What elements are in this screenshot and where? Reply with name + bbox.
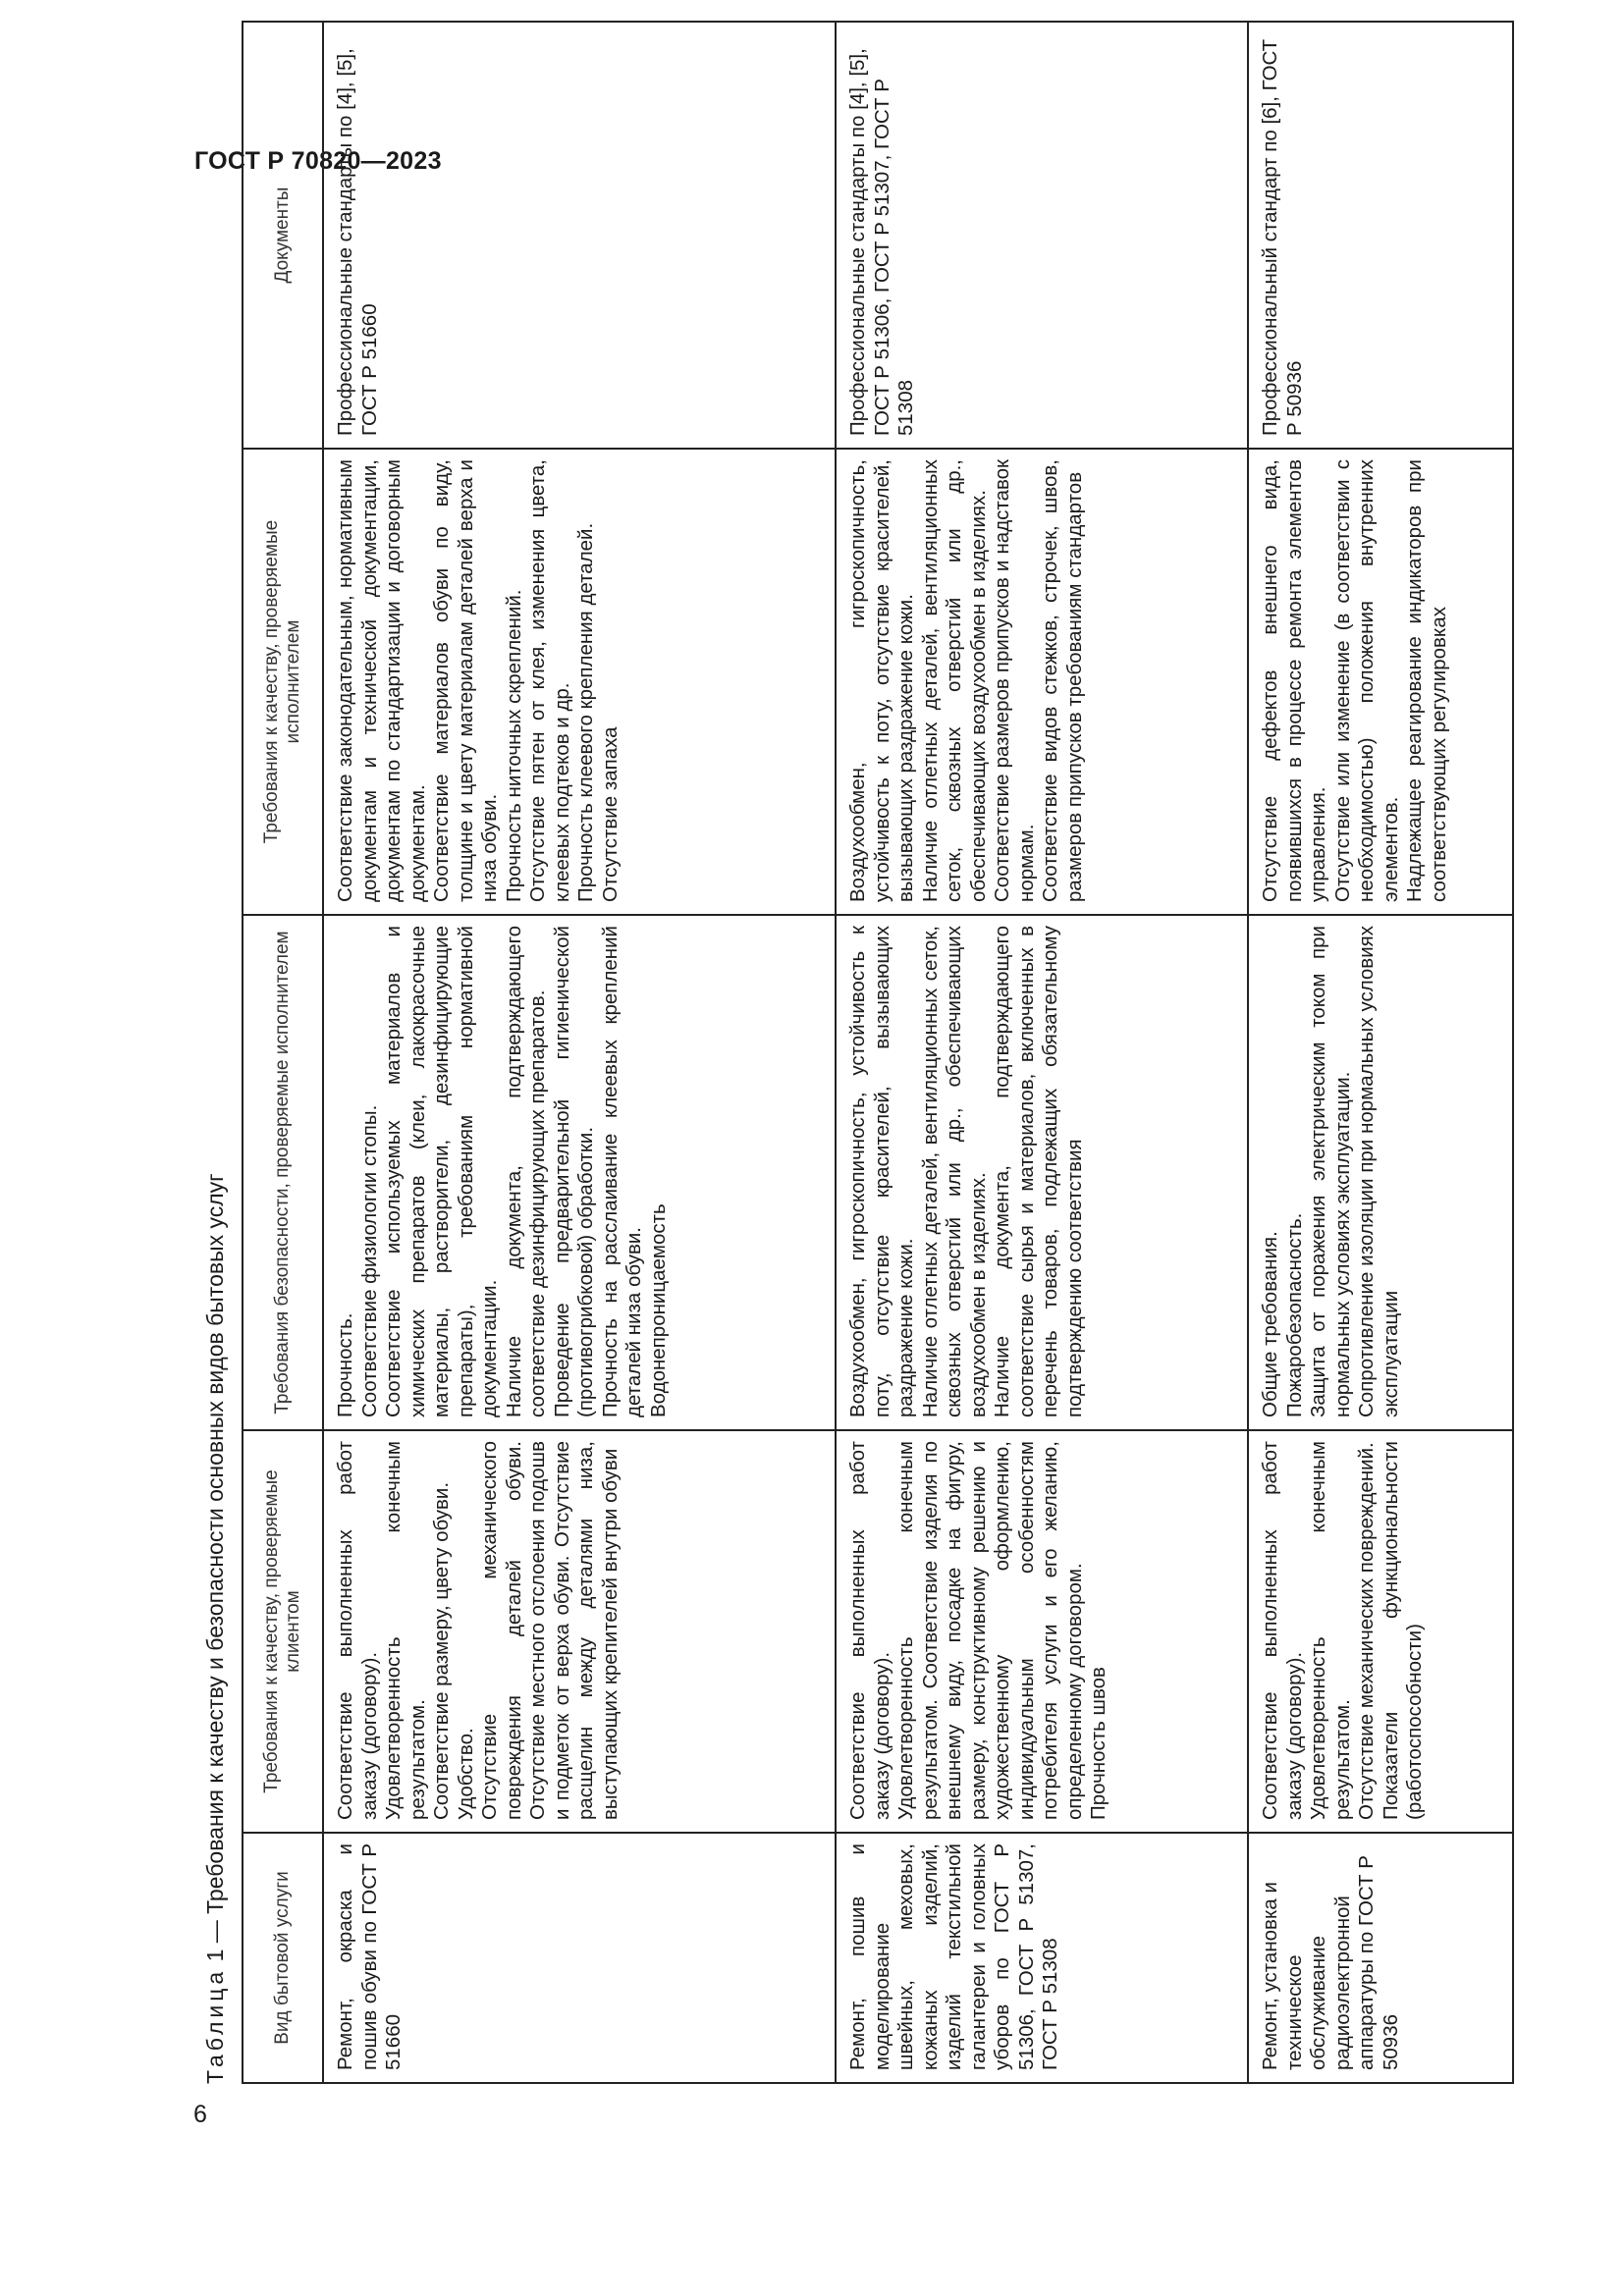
table-caption xyxy=(202,1173,229,2084)
cell-executor-quality xyxy=(1248,449,1513,915)
header-safety: Требования безопасности, проверяемые исполнителем xyxy=(243,915,323,1430)
table-row xyxy=(323,22,836,2083)
cell-safety xyxy=(836,915,1248,1430)
header-documents: Документы xyxy=(243,22,323,449)
cell-text: Отсутствие или изменение (в соответствии с необходимостью) положения внутренних элементов. xyxy=(1330,459,1402,902)
table-header-row xyxy=(243,22,323,2083)
cell-documents xyxy=(1248,22,1513,449)
cell-text: Отсутствие запаха xyxy=(598,726,622,902)
cell-text: Надлежащее реагирование индикаторов при соответствующих регулировках xyxy=(1403,459,1450,902)
cell-text: Удовлетворенность конечным результатом. xyxy=(1307,1441,1354,1820)
cell-executor-quality xyxy=(836,449,1248,915)
cell-safety xyxy=(323,915,836,1430)
cell-text: Наличие документа, подтверждающего соответствие сырья и материалов, включенных в перечень товаров, подлежащих обязательному подтверждению соответствия xyxy=(991,926,1086,1417)
cell-text: Водонепроницаемость xyxy=(646,1203,670,1417)
cell-text: Соответствие материалов обуви по виду, толщине и цвету материалам деталей верха и низа обуви. xyxy=(430,459,501,902)
cell-safety xyxy=(1248,915,1513,1430)
header-executor-quality: Требования к качеству, проверяемые исполнителем xyxy=(243,449,323,915)
cell-text: Наличие отлетных деталей, вентиляционных сеток, сквозных отверстий или др., обеспечивающих воздухообмен в изделиях. xyxy=(918,926,990,1417)
cell-text: Профессиональные стандарты по [4], [5], ГОСТ Р 51306, ГОСТ Р 51307, ГОСТ Р 51308 xyxy=(846,48,917,436)
cell-text: Наличие документа, подтверждающего соответствие дезинфицирующих препаратов. xyxy=(502,926,549,1417)
cell-text: Прочность клеевого крепления деталей. xyxy=(574,522,597,902)
cell-text: Прочность на расслаивание клеевых креплений деталей низа обуви. xyxy=(598,926,645,1417)
cell-text: Соответствие размеров припусков и надставок нормам. xyxy=(991,459,1038,902)
cell-text: Наличие отлетных деталей, вентиляционных сеток, сквозных отверстий или др., обеспечивающих воздухообмен в изделиях. xyxy=(918,459,990,902)
header-client-quality: Требования к качеству, проверяемые клиентом xyxy=(243,1430,323,1833)
cell-text: Ремонт, окраска и пошив обуви по ГОСТ Р 51660 xyxy=(334,1843,405,2070)
header-service-type: Вид бытовой услуги xyxy=(243,1833,323,2083)
cell-text: Прочность швов xyxy=(1087,1667,1110,1820)
cell-text: Удобство. xyxy=(454,1728,477,1820)
cell-executor-quality xyxy=(323,449,836,915)
cell-text: Удовлетворенность конечным результатом. Соответствие изделия по внешнему виду, посадке на фигуру, размеру, конструктивному решению и художественному оформлению, индивидуальным особенностям потребителя услуги и его желанию, определенному договором. xyxy=(894,1441,1086,1820)
cell-text: Ремонт, пошив и моделирование швейных, меховых, кожаных изделий, изделий текстильной галантереи и головных уборов по ГОСТ Р 51306, ГОСТ Р 51307, ГОСТ Р 51308 xyxy=(846,1843,1061,2070)
cell-text: Отсутствие дефектов внешнего вида, появившихся в процессе ремонта элементов управления. xyxy=(1259,459,1329,902)
cell-text: Прочность. xyxy=(334,1312,356,1417)
requirements-table xyxy=(242,21,1514,2084)
cell-text: Соответствие выполненных работ заказу (договору). xyxy=(1259,1441,1306,1820)
cell-text: Соответствие выполненных работ заказу (договору). xyxy=(846,1441,893,1820)
cell-text: Защита от поражения электрическим током при нормальных условиях эксплуатации. xyxy=(1307,926,1354,1417)
cell-text: Соответствие законодательным, нормативным документам и технической документации, документам по стандартизации и договорным документам. xyxy=(334,459,429,902)
cell-documents xyxy=(323,22,836,449)
cell-text: Ремонт, установка и техническое обслуживание радиоэлектронной аппаратуры по ГОСТ Р 50936 xyxy=(1259,1855,1402,2070)
table-caption-label: Таблица xyxy=(202,1967,228,2084)
cell-service xyxy=(323,1833,836,2083)
cell-text: Соответствие физиологии стопы. xyxy=(357,1104,381,1417)
cell-text: Общие требования. xyxy=(1259,1231,1281,1417)
table-row xyxy=(1248,22,1513,2083)
cell-text: Прочность ниточных скреплений. xyxy=(502,589,525,902)
table-row xyxy=(836,22,1248,2083)
rotated-table-region xyxy=(194,23,1510,2084)
page-number: 6 xyxy=(193,2101,207,2128)
cell-client-quality xyxy=(836,1430,1248,1833)
cell-service xyxy=(836,1833,1248,2083)
cell-text: Пожаробезопасность. xyxy=(1282,1212,1306,1417)
cell-text: Соответствие выполненных работ заказу (договору). xyxy=(334,1441,381,1820)
document-id: ГОСТ Р 70820—2023 xyxy=(194,147,442,175)
cell-text: Показатели функциональности (работоспособности) xyxy=(1379,1441,1426,1820)
cell-text: Воздухообмен, гигроскопичность, устойчивость к поту, отсутствие красителей, вызывающих раздражение кожи. xyxy=(846,926,917,1417)
cell-text: Сопротивление изоляции при нормальных условиях эксплуатации xyxy=(1355,926,1402,1417)
cell-text: Воздухообмен, гигроскопичность, устойчивость к поту, отсутствие красителей, вызывающих раздражение кожи. xyxy=(846,459,917,902)
cell-text: Отсутствие механических повреждений. xyxy=(1355,1442,1378,1820)
cell-text: Соответствие видов стежков, строчек, швов, размеров припусков требованиям стандартов xyxy=(1039,459,1086,902)
cell-text: Проведение предварительной гигиенической (противогрибковой) обработки. xyxy=(550,926,597,1417)
cell-text: Удовлетворенность конечным результатом. xyxy=(382,1441,429,1820)
cell-text: Профессиональные стандарты по [4], [5], ГОСТ Р 51660 xyxy=(334,48,381,436)
cell-text: Отсутствие пятен от клея, изменения цвета, клеевых подтеков и др. xyxy=(526,459,573,902)
cell-text: Соответствие размеру, цвету обуви. xyxy=(430,1481,453,1820)
cell-text: Отсутствие механического повреждения деталей обуви. Отсутствие местного отслоения подошв и подметок от верха обуви. Отсутствие расщелин между деталями низа, выступающих крепителей внутри обуви xyxy=(478,1441,622,1820)
cell-service xyxy=(1248,1833,1513,2083)
cell-text: Профессиональный стандарт по [6], ГОСТ Р 50936 xyxy=(1259,38,1306,436)
cell-text: Соответствие используемых материалов и химических препаратов (клеи, лакокрасочные материалы, растворители, дезинфицирующие препараты), требованиям нормативной документации. xyxy=(382,926,501,1417)
cell-client-quality xyxy=(1248,1430,1513,1833)
cell-client-quality xyxy=(323,1430,836,1833)
cell-documents xyxy=(836,22,1248,449)
table-caption-text: 1 — Требования к качеству и безопасности основных видов бытовых услуг xyxy=(202,1173,228,1968)
